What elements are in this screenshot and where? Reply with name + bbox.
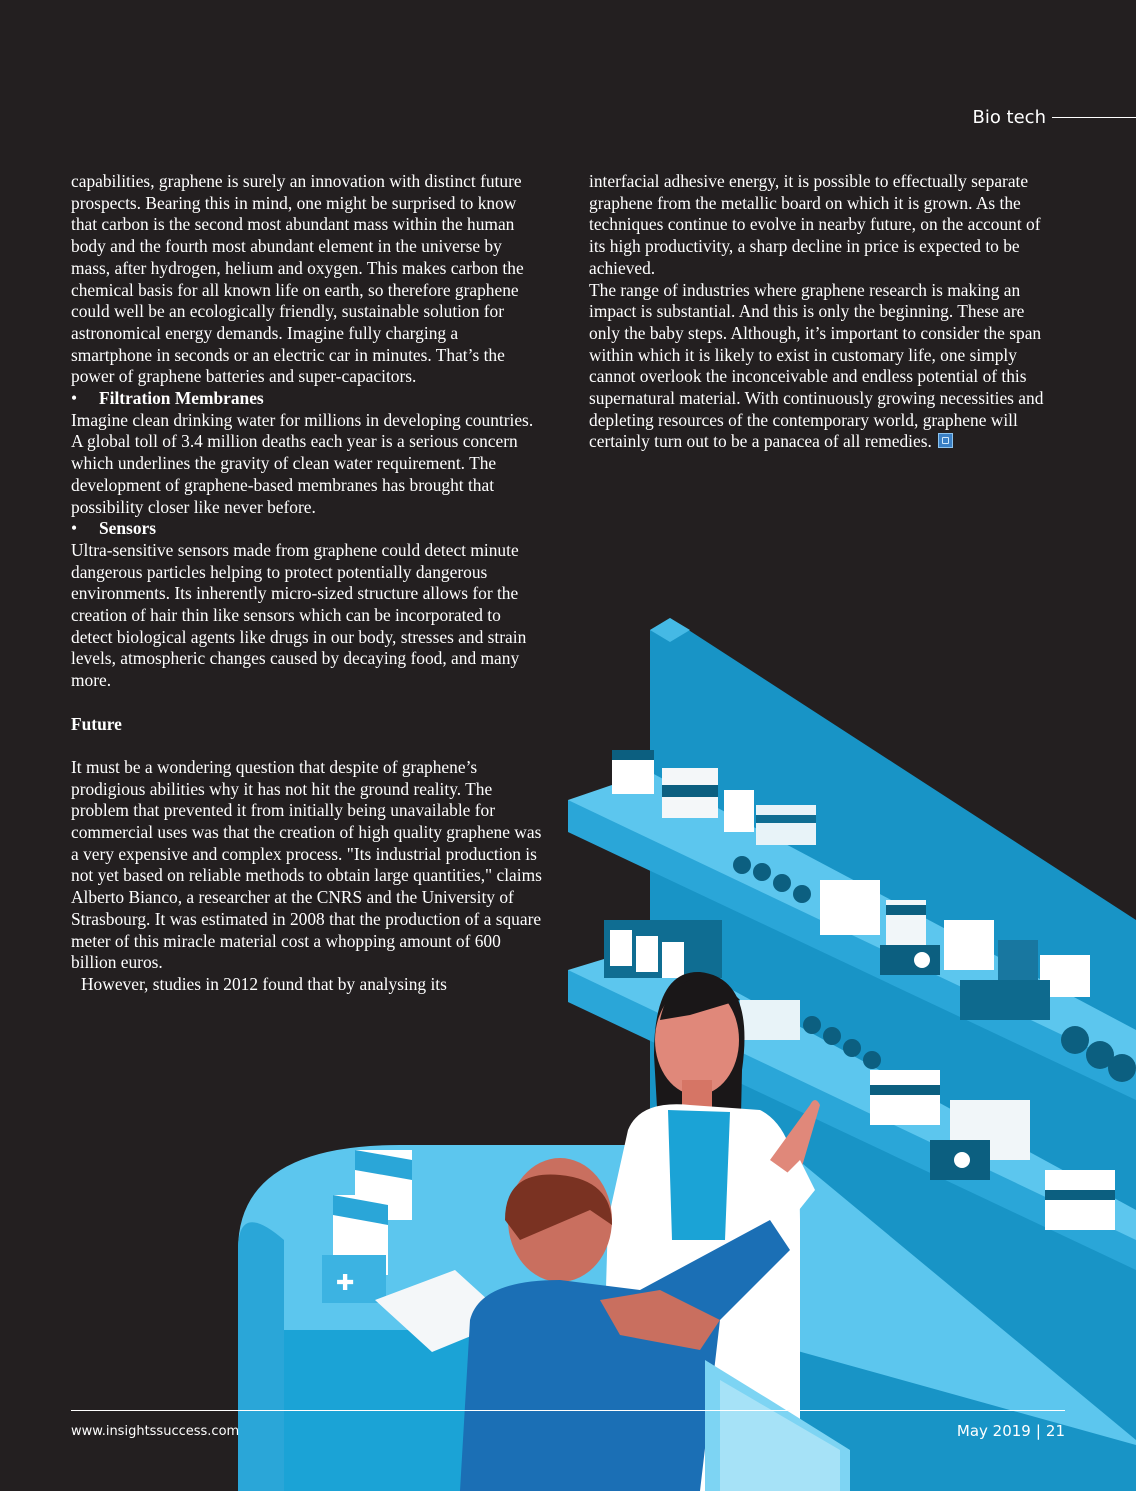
paragraph: It must be a wondering question that despite of graphene’s prodigious abilities why it has not hit the ground reality. The problem that prevented it from initially being unavailable for commercial uses was that the creation of high quality graphene was a very expensive and complex process. "Its industrial production is not yet based on reliable methods to obtain large quantities," claims Alberto Bianco, a researcher at the CNRS and the University of Strasbourg. It was estimated in 2008 that the production of a square meter of this miracle material cost a whopping amount of 600 billion euros. bbox=[71, 756, 542, 973]
subheading-future: Future bbox=[71, 713, 122, 734]
footer-separator: | bbox=[1035, 1422, 1041, 1440]
footer-website: www.insightssuccess.com bbox=[71, 1424, 240, 1439]
paragraph: capabilities, graphene is surely an innovation with distinct future prospects. Bearing this in mind, one might be surprised to know that carbon is the second most abundant mass within the human body and the fourth most abundant element in the universe by mass, after hydrogen, helium and oxygen. This makes carbon the chemical basis for all known life on earth, so therefore graphene could well be an ecologically friendly, sustainable solution for astronomical energy demands. Imagine fully charging a smartphone in seconds or an electric car in minutes. That’s the power of graphene batteries and super-capacitors. bbox=[71, 171, 524, 387]
bullet-dot: • bbox=[71, 388, 78, 409]
footer-rule bbox=[71, 1410, 1065, 1411]
footer-date: May 2019 bbox=[956, 1422, 1031, 1440]
section-label bbox=[972, 104, 1136, 130]
bullet-title: Filtration Membranes bbox=[99, 388, 264, 409]
end-of-article-icon bbox=[938, 433, 953, 448]
bullet-heading-sensors bbox=[71, 518, 543, 540]
pharmacy-illustration bbox=[0, 600, 1136, 1491]
paragraph: Imagine clean drinking water for millions in developing countries. A global toll of 3.4 million deaths each year is a serious concern which underlines the gravity of clean water requirement. The development of graphene-based membranes has brought that possibility closer like never before. bbox=[71, 409, 534, 517]
section-label-text: Bio tech bbox=[972, 106, 1046, 128]
paragraph: Ultra-sensitive sensors made from graphene could detect minute dangerous particles helping to protect potentially dangerous environments. Its inherently micro-sized structure allows for the creation of hair thin like sensors which can be incorporated to detect biological agents like drugs in our body, stresses and strain levels, atmospheric changes caused by decaying food, and many more. bbox=[71, 539, 527, 691]
paragraph: However, studies in 2012 found that by analysing its bbox=[81, 973, 447, 994]
section-label-rule bbox=[1052, 117, 1136, 118]
footer-issue-page bbox=[957, 1422, 1065, 1440]
paragraph bbox=[589, 280, 1059, 454]
bullet-heading-filtration bbox=[71, 388, 543, 410]
right-column bbox=[589, 171, 1059, 453]
paragraph-text: The range of industries where graphene research is making an impact is substantial. And this is only the beginning. These are only the baby steps. Although, it’s important to consider the span within which it is likely to exist in customary life, one simply cannot overlook the inconceivable and endless potential of this supernatural material. With continuously growing necessities and depleting resources of the contemporary world, graphene will certainly turn out to be a panacea of all remedies. bbox=[589, 279, 1044, 452]
paragraph: interfacial adhesive energy, it is possible to effectually separate graphene from the metallic board on which it is grown. As the techniques continue to evolve in nearby future, on the account of its high productivity, a sharp decline in price is expected to be achieved. bbox=[589, 171, 1041, 278]
svg-text:✚: ✚ bbox=[336, 1271, 355, 1296]
page-number: 21 bbox=[1045, 1422, 1065, 1440]
bullet-title: Sensors bbox=[99, 518, 157, 539]
bullet-dot: • bbox=[71, 518, 78, 539]
